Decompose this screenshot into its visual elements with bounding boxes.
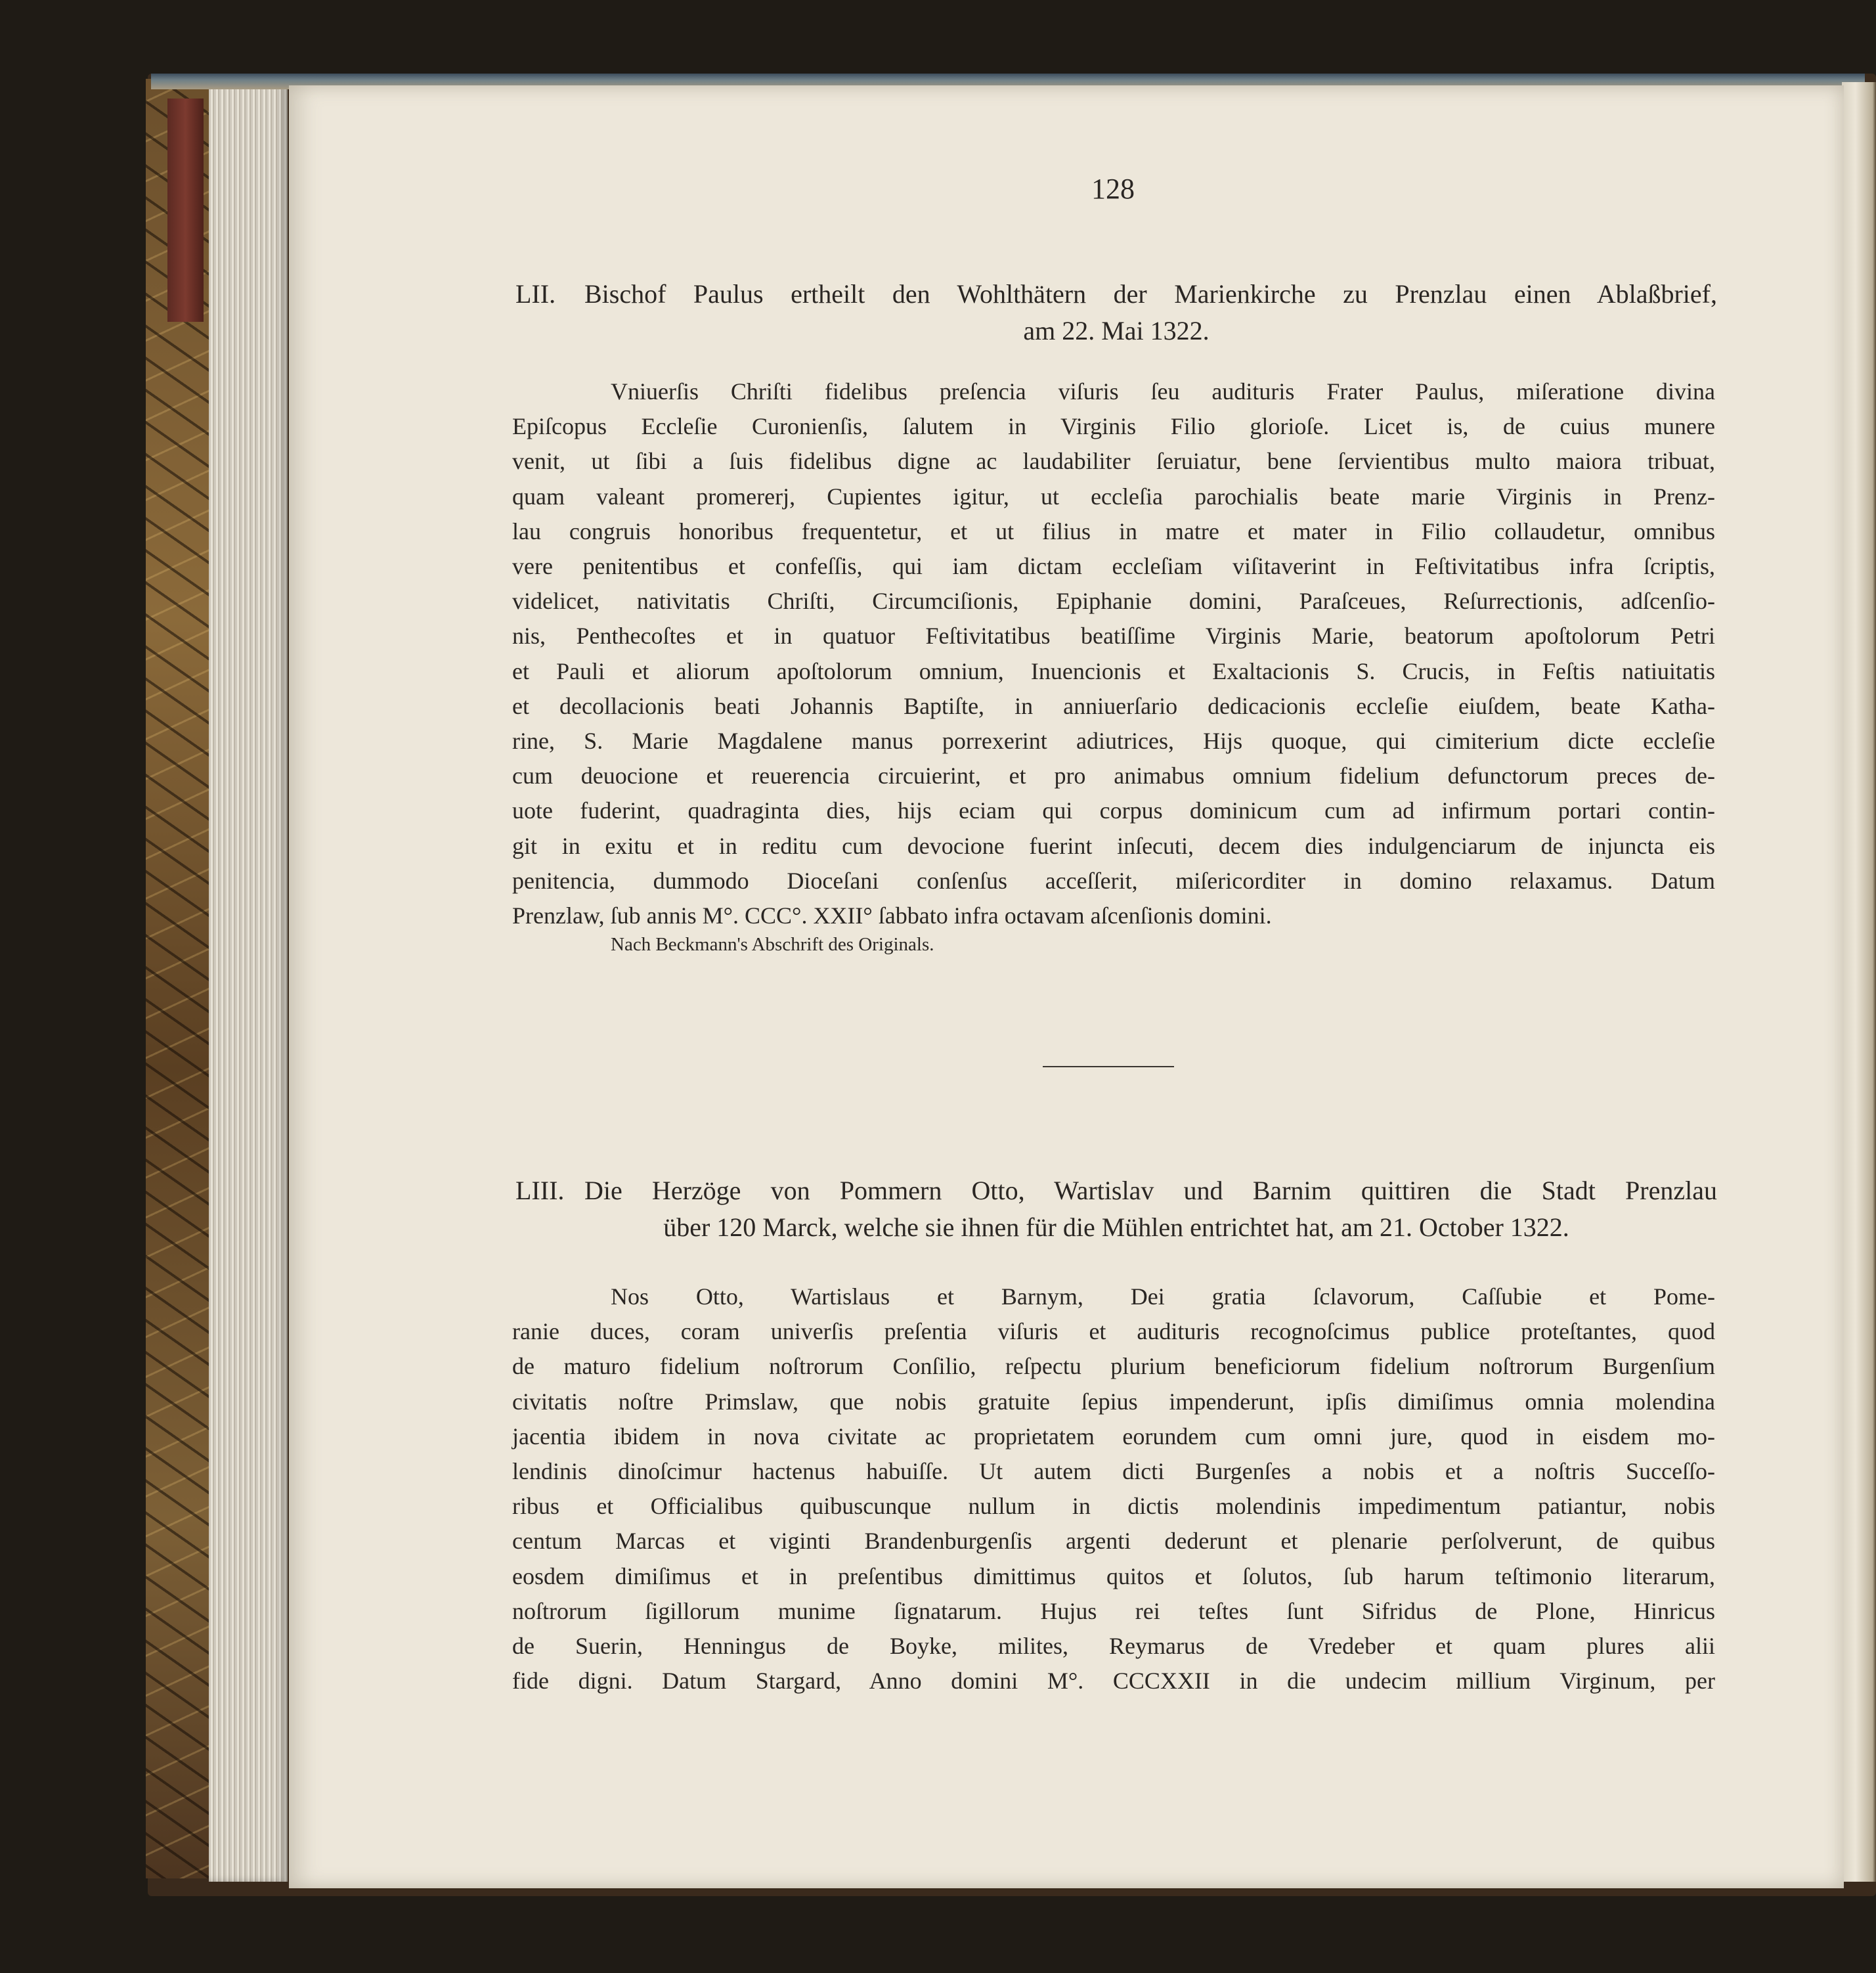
doc52-line: lau congruis honoribus frequentetur, et ut filius in matre et mater in Filio collaudetur, omnibus	[512, 518, 1715, 544]
doc52-title-line2: am 22. Mai 1322.	[1023, 316, 1210, 345]
doc53-line: de Suerin, Henningus de Boyke, milites, Reymarus de Vredeber et quam plures alii	[512, 1633, 1715, 1660]
doc53-number: LIII.	[515, 1176, 565, 1205]
doc53-body	[512, 1279, 1715, 1698]
doc53-line: noſtrorum ſigillorum munime ſignatarum. Hujus rei teſtes ſunt Sifridus de Plone, Hinricus	[512, 1597, 1715, 1624]
doc53-line: ranie duces, coram univerſis preſentia viſuris et audituris recognoſcimus publice proteſtantes, quod	[512, 1318, 1715, 1345]
doc52-source-note: Nach Beckmann's Abschrift des Originals.	[611, 934, 934, 955]
doc52-line: cum deuocione et reuerencia circuierint, et pro animabus omnium fidelium defunctorum preces de-	[512, 763, 1715, 789]
doc53-line: civitatis noſtre Primslaw, que nobis gratuite ſepius impenderunt, ipſis dimiſimus omnia molendina	[512, 1388, 1715, 1415]
doc53-line: centum Marcas et viginti Brandenburgenſis argenti dederunt et plenarie perſolverunt, de quibus	[512, 1528, 1715, 1555]
doc53-line: de maturo fidelium noſtrorum Conſilio, reſpectu plurium beneficiorum fidelium noſtrorum Burgenſium	[512, 1353, 1715, 1380]
doc52-line: venit, ut ſibi a ſuis fidelibus digne ac laudabiliter ſeruiatur, bene ſervientibus multo maiora tribuat,	[512, 448, 1715, 475]
doc52-title-line1: Bischof Paulus ertheilt den Wohlthätern der Marienkirche zu Prenzlau einen Ablaßbrief,	[584, 279, 1717, 309]
doc52-line: et decollacionis beati Johannis Baptiſte, in anniuerſario dedicacionis eccleſie eiuſdem, beate Katha-	[512, 692, 1715, 719]
doc52-line: git in exitu et in reditu cum devocione fuerint inſecuti, decem dies indulgenciarum de injuncta eis	[512, 832, 1715, 859]
doc52-body	[512, 374, 1715, 933]
doc53-heading	[515, 1172, 1717, 1246]
doc53-line: fide digni. Datum Stargard, Anno domini M°. CCCXXII in die undecim millium Virginum, per	[512, 1668, 1715, 1695]
doc53-line: ribus et Officialibus quibuscunque nullum in dictis molendinis impedimentum patiantur, nobis	[512, 1493, 1715, 1520]
page-edges-left	[209, 79, 288, 1882]
doc53-line: eosdem dimiſimus et in preſentibus dimittimus quitos et ſolutos, ſub harum teſtimonio literarum,	[512, 1563, 1715, 1589]
doc52-line: Epiſcopus Eccleſie Curonienſis, ſalutem in Virginis Filio glorioſe. Licet is, de cuius munere	[512, 413, 1715, 440]
doc52-heading	[515, 276, 1717, 349]
doc52-line: quam valeant promererj, Cupientes igitur, ut eccleſia parochialis beate marie Virginis in Prenz-	[512, 483, 1715, 510]
page-edges-right	[1842, 82, 1876, 1882]
doc52-line: rine, S. Marie Magdalene manus porrexerint adiutrices, Hijs quoque, qui cimiterium dicte eccleſie	[512, 728, 1715, 755]
doc53-title-line1: Die Herzöge von Pommern Otto, Wartislav und Barnim quittiren die Stadt Prenzlau	[584, 1176, 1717, 1205]
doc53-title-line2: über 120 Marck, welche sie ihnen für die Mühlen entrichtet hat, am 21. October 1322.	[663, 1212, 1569, 1242]
doc53-line: jacentia ibidem in nova civitate ac proprietatem eorundem cum omni jure, quod in eisdem mo-	[512, 1423, 1715, 1450]
doc53-line: lendinis dinoſcimur hactenus habuiſſe. Ut autem dicti Burgenſes a nobis et a noſtris Succeſſo-	[512, 1458, 1715, 1485]
section-divider	[1043, 1066, 1174, 1067]
doc52-line: vere penitentibus et confeſſis, qui iam dictam eccleſiam viſitaverint in Feſtivitatibus infra ſcriptis,	[512, 553, 1715, 580]
doc52-line: Prenzlaw, ſub annis M°. CCC°. XXII° ſabbato infra octavam aſcenſionis domini.	[512, 902, 1272, 929]
doc52-line: penitencia, dummodo Dioceſani conſenſus acceſſerit, miſericorditer in domino relaxamus. Datum	[512, 867, 1715, 894]
doc53-line: Nos Otto, Wartislaus et Barnym, Dei gratia ſclavorum, Caſſubie et Pome-	[611, 1283, 1715, 1310]
spine-leather	[167, 99, 204, 322]
doc52-line: videlicet, nativitatis Chriſti, Circumciſionis, Epiphanie domini, Paraſceues, Reſurrectionis, adſcenſio-	[512, 588, 1715, 615]
doc52-line: nis, Penthecoſtes et in quatuor Feſtivitatibus beatiſſime Virginis Marie, beatorum apoſtolorum Petri	[512, 623, 1715, 650]
page-number: 128	[1091, 173, 1135, 205]
doc52-line: et Pauli et aliorum apoſtolorum omnium, Inuencionis et Exaltacionis S. Crucis, in Feſtis natiuitatis	[512, 657, 1715, 684]
doc52-line: uote fuderint, quadraginta dies, hijs eciam qui corpus dominicum cum ad infirmum portari contin-	[512, 797, 1715, 824]
doc52-line: Vniuerſis Chriſti fidelibus preſencia viſuris ſeu audituris Frater Paulus, miſeratione divina	[611, 378, 1715, 405]
doc52-number: LII.	[515, 279, 556, 309]
